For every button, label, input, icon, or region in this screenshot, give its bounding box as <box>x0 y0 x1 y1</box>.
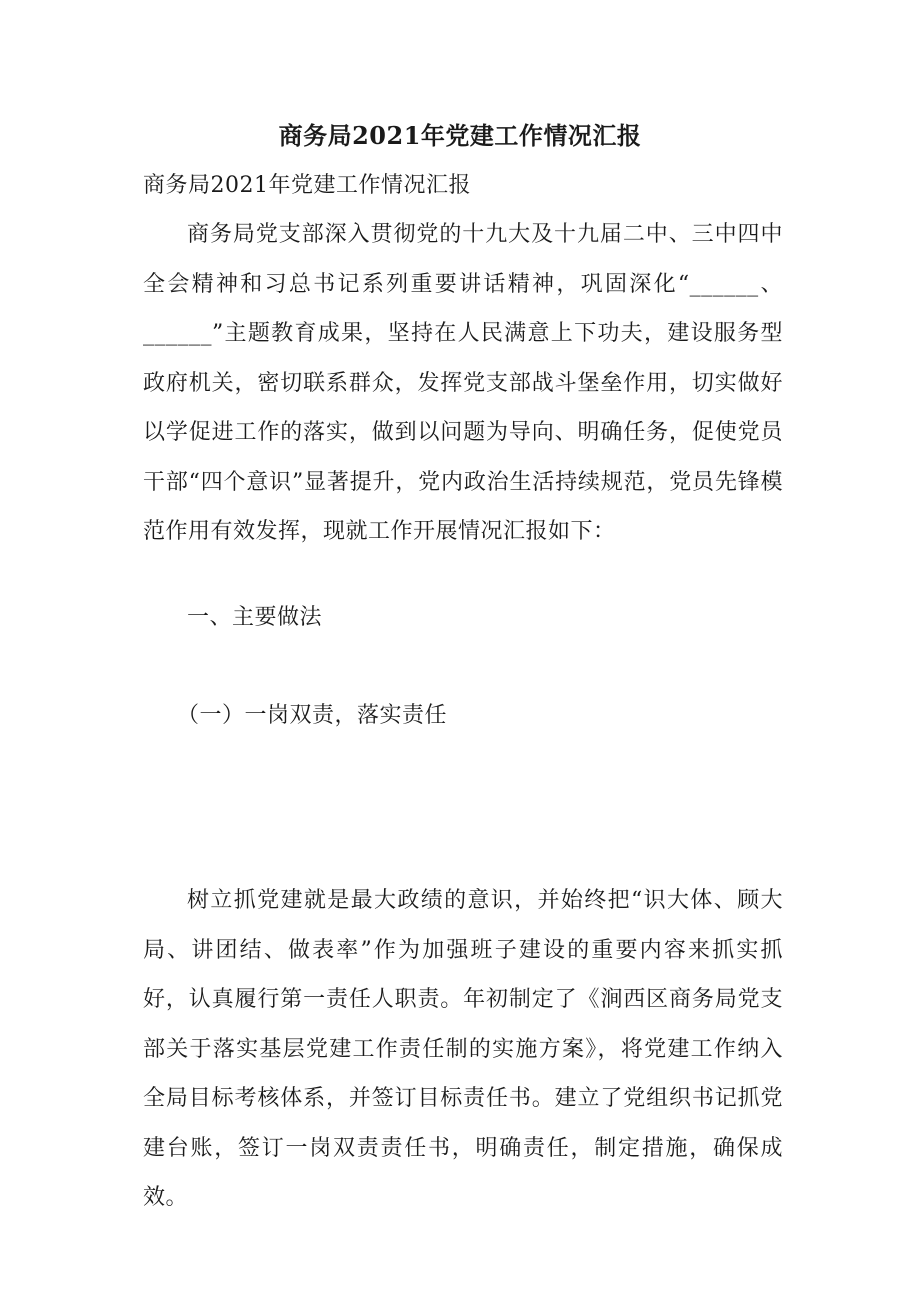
document-subtitle: 商务局2021年党建工作情况汇报 <box>143 173 471 198</box>
section-heading: 一、主要做法 <box>187 605 323 630</box>
document-title: 商务局2021年党建工作情况汇报 <box>278 121 642 150</box>
body-paragraph: 树立抓党建就是最大政绩的意识，并始终把“识大体、顾大局、讲团结、做表率”作为加强班子建设的重要内容来抓实抓好，认真履行第一责任人职责。年初制定了《涧西区商务局党支部关于落实基层党建工作责任制的实施方案》，将党建工作纳入全局目标考核体系，并签订目标责任书。建立了党组织书记抓党建台账，签订一岗双责责任书，明确责任，制定措施，确保成效。 <box>143 888 783 1210</box>
intro-paragraph: 商务局党支部深入贯彻党的十九大及十九届二中、三中四中全会精神和习总书记系列重要讲话精神，巩固深化“______、______”主题教育成果，坚持在人民满意上下功夫，建设服务型政府机关，密切联系群众，发挥党支部战斗堡垒作用，切实做好以学促进工作的落实，做到以问题为导向、明确任务，促使党员干部“四个意识”显著提升，党内政治生活持续规范，党员先锋模范作用有效发挥，现就工作开展情况汇报如下： <box>143 222 783 544</box>
subsection-heading: （一）一岗双责，落实责任 <box>177 703 448 728</box>
